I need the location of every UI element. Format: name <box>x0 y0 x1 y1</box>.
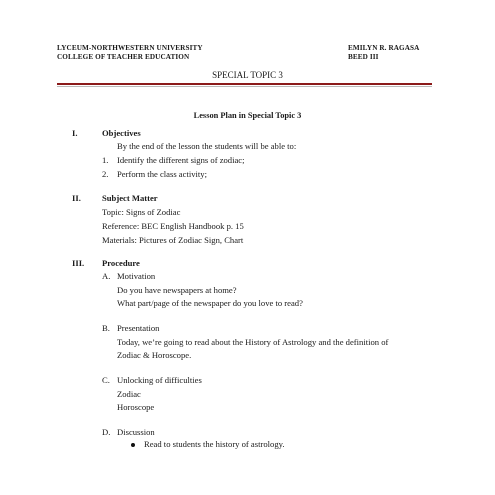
header-rule <box>57 83 432 85</box>
part-letter: B. <box>102 323 110 333</box>
subject-materials: Materials: Pictures of Zodiac Sign, Chart <box>102 235 244 245</box>
part-letter: D. <box>102 427 111 437</box>
author-name: EMILYN R. RAGASA <box>348 44 420 52</box>
part-letter: A. <box>102 271 111 281</box>
part-line: Horoscope <box>117 402 155 412</box>
part-title-motivation: Motivation <box>117 271 156 281</box>
part-line: Zodiac & Horoscope. <box>117 350 192 360</box>
part-letter: C. <box>102 375 110 385</box>
part-title-unlocking: Unlocking of difficulties <box>117 375 202 385</box>
list-item-number: 1. <box>102 155 109 165</box>
author-year: BEED III <box>348 53 379 61</box>
section-numeral: II. <box>72 193 81 203</box>
part-line: Today, we’re going to read about the History of Astrology and the definition of <box>117 337 389 347</box>
bullet-icon <box>131 443 135 447</box>
list-item-text: Perform the class activity; <box>117 169 207 179</box>
section-heading-procedure: Procedure <box>102 258 140 268</box>
section-heading-objectives: Objectives <box>102 128 141 138</box>
header-rule-shadow <box>57 86 432 87</box>
part-title-presentation: Presentation <box>117 323 160 333</box>
part-line: Do you have newspapers at home? <box>117 285 237 295</box>
section-numeral: I. <box>72 128 78 138</box>
part-title-discussion: Discussion <box>117 427 155 437</box>
university-name: LYCEUM-NORTHWESTERN UNIVERSITY <box>57 44 203 52</box>
part-line: What part/page of the newspaper do you love to read? <box>117 298 303 308</box>
list-item-number: 2. <box>102 169 109 179</box>
bullet-text: Read to students the history of astrology. <box>144 439 285 449</box>
subject-reference: Reference: BEC English Handbook p. 15 <box>102 221 244 231</box>
subject-topic: Topic: Signs of Zodiac <box>102 207 181 217</box>
list-item-text: Identify the different signs of zodiac; <box>117 155 245 165</box>
objectives-intro: By the end of the lesson the students will be able to: <box>117 141 297 151</box>
document-title: Lesson Plan in Special Topic 3 <box>193 111 302 120</box>
section-numeral: III. <box>72 258 85 268</box>
part-line: Zodiac <box>117 389 141 399</box>
course-title: SPECIAL TOPIC 3 <box>212 70 283 80</box>
section-heading-subject-matter: Subject Matter <box>102 193 158 203</box>
college-name: COLLEGE OF TEACHER EDUCATION <box>57 53 190 61</box>
